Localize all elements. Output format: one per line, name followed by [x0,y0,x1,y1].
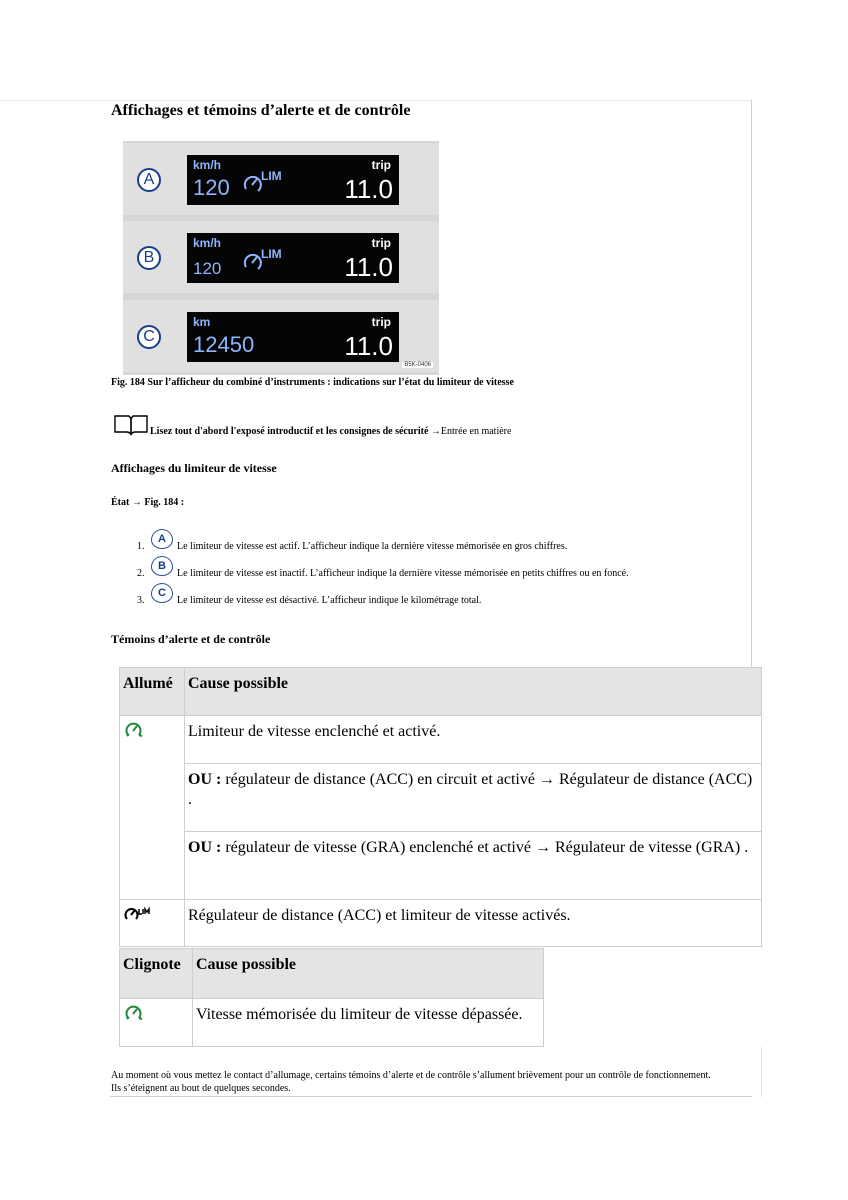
book-icon [113,414,149,436]
list-item-text: Le limiteur de vitesse est désactivé. L’afficheur indique le kilométrage total. [177,595,482,606]
trip-label: trip [371,158,391,172]
table-header-row [120,949,544,999]
figure-caption: Fig. 184 Sur l’afficheur du combiné d’instruments : indications sur l’état du limiteur de vitesse [111,377,514,388]
cause-gra-text: régulateur de vitesse (GRA) enclenché et activé → Régulateur de vitesse (GRA) . [221,839,749,856]
lcd-display [187,155,399,205]
table-lit-lamps [119,667,762,947]
icon-cell [120,716,185,900]
table-row [120,716,762,764]
cause-text [185,832,762,900]
read-notice-link[interactable]: →Entrée en matière [430,426,512,437]
limiter-symbol-text: LIM [261,247,282,261]
or-label: OU : [188,839,222,856]
cause-text: Vitesse mémorisée du limiteur de vitesse dépassée. [193,999,544,1047]
icon-cell [120,900,185,947]
speed-value: 120 [193,259,222,278]
page-title: Affichages et témoins d’alerte et de contrôle [111,102,411,119]
lcd-display [187,312,399,362]
read-notice-text: Lisez tout d'abord l'exposé introductif et les consignes de sécurité [150,426,429,437]
cause-text: Limiteur de vitesse enclenché et activé. [185,716,762,764]
cause-acc-text: régulateur de distance (ACC) en circuit et activé → Régulateur de distance (ACC) . [188,771,753,808]
table-row [120,764,762,832]
trip-value: 11.0 [344,331,393,361]
table-row [120,999,544,1047]
list-item-text: Le limiteur de vitesse est actif. L’afficheur indique la dernière vitesse mémorisée en gros chiffres. [177,541,568,552]
read-notice [150,426,511,437]
cause-text: Régulateur de distance (ACC) et limiteur de vitesse activés. [185,900,762,947]
list-number: 1. [137,541,145,552]
trip-value: 11.0 [344,252,393,282]
page-frame-right-lower [761,1047,762,1097]
trip-value: 11.0 [344,174,393,204]
or-label: OU : [188,771,222,788]
col-header-cause: Cause possible [185,668,762,716]
speed-unit: km/h [193,158,222,172]
speed-value: 120 [193,175,230,200]
col-header-cause: Cause possible [193,949,544,999]
state-badge-b-icon: B [151,556,173,576]
col-header-flashing: Clignote [120,949,193,999]
footer-note: Au moment où vous mettez le contact d’allumage, certains témoins d’alerte et de contrôle s’allument brièvement pour un contrôle de fonctionnement. Ils s’éteignent au bout de quelques secondes. [111,1070,711,1094]
list-item-text: Le limiteur de vitesse est inactif. L’afficheur indique la dernière vitesse mémorisée en petits chiffres ou en foncé. [177,568,629,579]
display-panel-a [123,143,439,215]
speed-unit: km/h [193,236,222,250]
display-panel-c [123,300,439,372]
speed-limiter-green-icon [124,1005,146,1021]
limiter-symbol-text: LIM [261,169,282,183]
distance-unit: km [193,315,211,329]
trip-label: trip [371,315,391,329]
panel-letter: B [137,246,161,270]
lcd-display [187,233,399,283]
table-row [120,832,762,900]
speed-limiter-green-icon [124,722,146,738]
page-frame-top [0,100,752,101]
section-heading-limiter-display: Affichages du limiteur de vitesse [111,461,277,475]
table-row [120,900,762,947]
odometer-value: 12450 [193,332,255,357]
list-number: 2. [137,568,145,579]
figure-code: B5K-0406 [404,362,431,368]
display-panel-b [123,221,439,293]
cause-text [185,764,762,832]
icon-cell [120,999,193,1047]
state-badge-c-icon: C [151,583,173,603]
state-badge-a-icon: A [151,529,173,549]
panel-letter: A [137,168,161,192]
col-header-lit: Allumé [120,668,185,716]
panel-letter: C [137,325,161,349]
list-number: 3. [137,595,145,606]
state-reference: État → Fig. 184 : [111,497,185,508]
trip-label: trip [371,236,391,250]
page-frame-bottom [110,1096,752,1097]
instrument-cluster-figure [123,141,439,375]
table-header-row [120,668,762,716]
section-heading-warning-lamps: Témoins d’alerte et de contrôle [111,632,271,646]
page-frame-right [751,100,752,667]
acc-limiter-icon [124,906,152,922]
table-flashing-lamps [119,948,544,1047]
